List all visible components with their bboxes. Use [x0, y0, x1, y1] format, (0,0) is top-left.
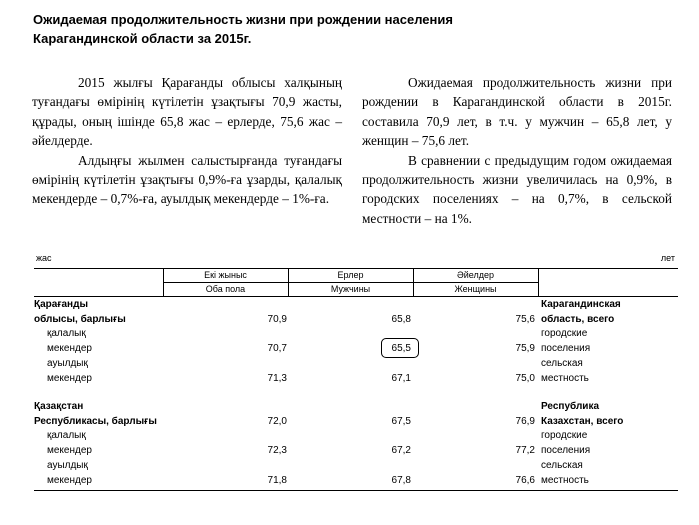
- row-label-ru: поселения: [541, 445, 591, 457]
- row-label-kz: Республикасы, барлығы: [34, 415, 157, 427]
- row-label-kz: қалалық: [47, 430, 86, 442]
- header-bottom-rule: [34, 296, 678, 297]
- row-label-kz: қалалық: [47, 328, 86, 340]
- row-label-ru: Республика: [541, 401, 600, 412]
- ru-paragraph-1: Ожидаемая продолжительность жизни при рождении в Карагандинской области в 2015г. составила 70,9 лет, в т.ч. у мужчин – 65,8 лет, у женщин – 75,6 лет.: [362, 75, 672, 149]
- table-cell-value: 65,8: [391, 313, 411, 325]
- table-cell-value: 72,3: [267, 445, 287, 457]
- row-label-ru: поселения: [541, 343, 591, 355]
- row-label-kz: ауылдық: [47, 357, 88, 369]
- title-line-2: Карагандинской области за 2015г.: [33, 31, 252, 46]
- row-label-kz: мекендер: [47, 445, 92, 457]
- row-label-kz: ауылдық: [47, 459, 88, 471]
- table-cell-value: 67,2: [391, 445, 411, 457]
- row-label-ru: местность: [541, 474, 589, 486]
- table-cell-value: 67,5: [391, 415, 411, 427]
- header-mid-rule: [163, 282, 538, 283]
- table-cell-value: 76,6: [515, 474, 535, 486]
- table-cell-value: 75,6: [515, 313, 535, 325]
- highlight-box: [381, 338, 419, 358]
- table-cell-value: 67,8: [391, 474, 411, 486]
- table-cell-value: 72,0: [267, 415, 287, 427]
- row-label-ru: Карагандинская: [541, 299, 621, 310]
- row-label-ru: область, всего: [541, 313, 615, 325]
- header-divider: [538, 268, 539, 296]
- row-label-kz: облысы, барлығы: [34, 313, 126, 325]
- header-both-ru: Оба пола: [205, 284, 246, 294]
- table-cell-value: 70,9: [267, 313, 287, 325]
- header-women-ru: Женщины: [454, 284, 497, 294]
- row-label-kz: мекендер: [47, 372, 92, 384]
- row-label-ru: городские: [541, 430, 588, 442]
- row-label-kz: Қарағанды: [34, 299, 88, 310]
- table-cell-value: 67,1: [391, 372, 411, 384]
- table-cell-value: 75,0: [515, 372, 535, 384]
- table-cell-value: 75,9: [515, 343, 535, 355]
- table-cell-value: 77,2: [515, 445, 535, 457]
- row-label-ru: местность: [541, 372, 589, 384]
- title-line-1: Ожидаемая продолжительность жизни при рождении населения: [33, 12, 453, 27]
- ru-paragraph-2: В сравнении с предыдущим годом ожидаемая продолжительность жизни увеличилась на 0,9%, в городских поселениях – на 0,7%, в сельской местности – на 1%.: [362, 152, 672, 226]
- kz-paragraph-1: 2015 жылғы Қарағанды облысы халқының туғандағы өмірінің күтілетін ұзақтығы 70,9 жасты, құрады, оның ішінде 65,8 жас – ерлерде, 75,6 жас – әйелдерде.: [32, 75, 342, 149]
- header-men-ru: Мужчины: [330, 284, 371, 294]
- row-label-ru: сельская: [541, 357, 583, 369]
- header-men-kz: Ерлер: [337, 270, 364, 280]
- table-top-rule: [34, 268, 678, 269]
- row-label-kz: мекендер: [47, 343, 92, 355]
- header-women-kz: Әйелдер: [456, 270, 495, 280]
- table-cell-value: 70,7: [267, 343, 287, 355]
- row-label-kz: Қазақстан: [34, 401, 84, 412]
- text-russian: [362, 73, 672, 228]
- header-both-kz: Екі жыныс: [204, 270, 247, 280]
- table-cell-value: 71,8: [267, 474, 287, 486]
- row-label-ru: Казахстан, всего: [541, 415, 624, 427]
- kz-paragraph-2: Алдыңғы жылмен салыстырғанда туғандағы өмірінің күтілетін ұзақтығы 0,9%-ға ұзарды, қалалық мекендерде – 0,7%-ға, ауылдық мекендерде – 1%-ға.: [32, 152, 342, 207]
- row-label-ru: городские: [541, 328, 588, 340]
- page-title: [33, 10, 653, 48]
- text-kazakh: [32, 73, 342, 209]
- unit-label-kz: жас: [36, 253, 52, 263]
- row-label-kz: мекендер: [47, 474, 92, 486]
- table-cell-value: 65,5: [391, 343, 411, 355]
- table-bottom-rule: [34, 490, 678, 491]
- table-cell-value: 71,3: [267, 372, 287, 384]
- row-label-ru: сельская: [541, 459, 583, 471]
- unit-label-ru: лет: [660, 253, 675, 263]
- table-cell-value: 76,9: [515, 415, 535, 427]
